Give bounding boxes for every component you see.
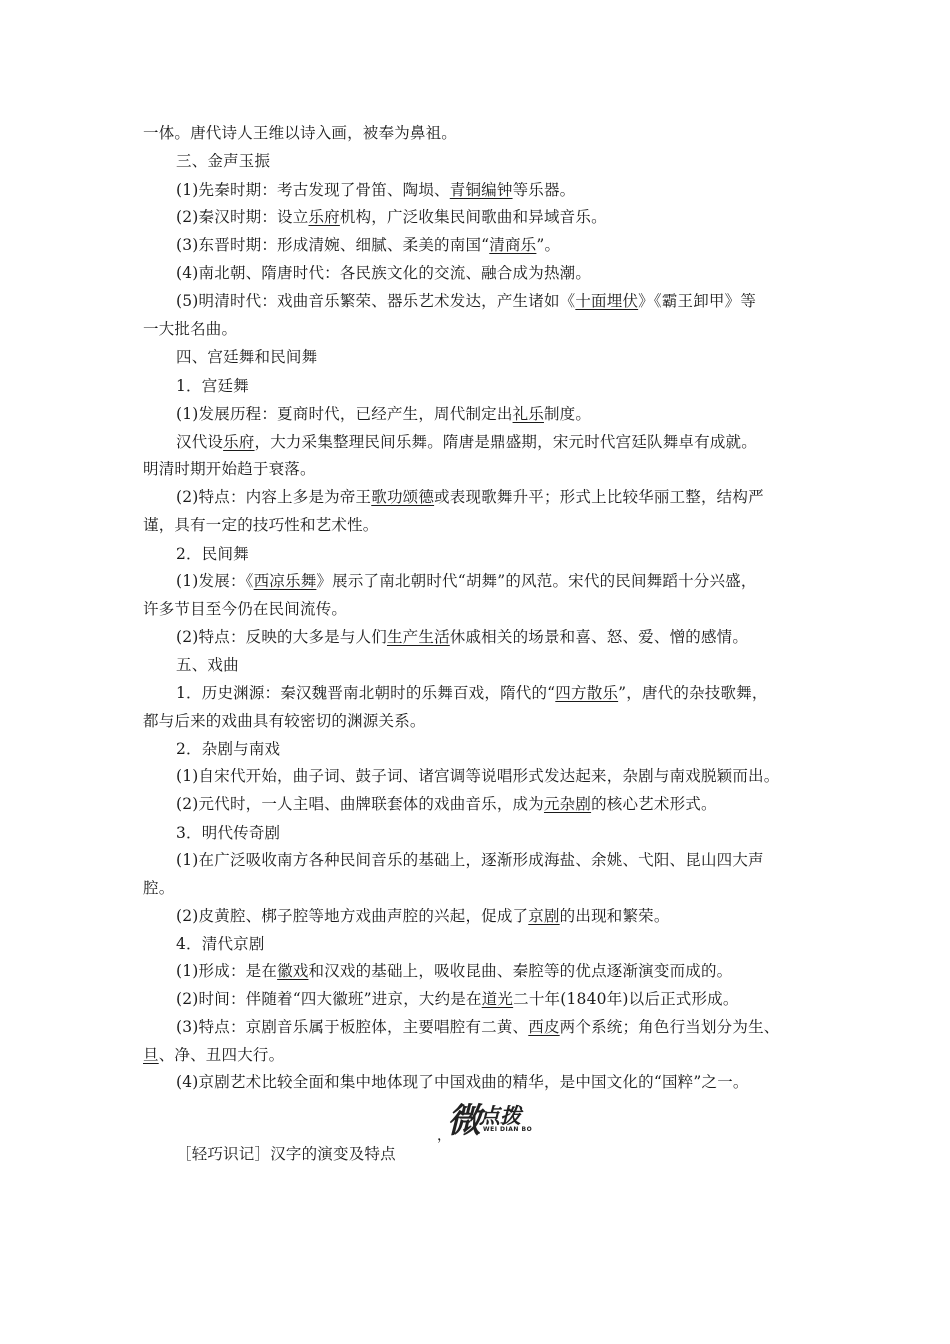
text-line <box>176 821 280 843</box>
text-segment: 机构，广泛收集民间歌曲和异域音乐。 <box>339 208 607 226</box>
underlined-term: 生产生活 <box>386 628 450 646</box>
text-line <box>176 1015 779 1037</box>
underlined-term: 旦 <box>143 1046 159 1064</box>
text-segment: ”，唐代的杂技歌舞， <box>618 684 768 702</box>
underlined-term: 西凉乐舞 <box>253 572 317 590</box>
text-segment: 汉代设 <box>176 433 224 451</box>
text-segment: 的核心艺术形式。 <box>591 795 717 813</box>
text-segment: (5)明清时代：戏曲音乐繁荣、器乐艺术发达，产生诸如《 <box>176 292 576 310</box>
text-segment: (2)特点：内容上多是为帝王 <box>176 488 372 506</box>
text-line <box>143 1043 284 1065</box>
text-segment: 一体。唐代诗人王维以诗入画，被奉为鼻祖。 <box>143 124 458 142</box>
text-segment: (2)特点：反映的大多是与人们 <box>176 628 387 646</box>
text-line <box>176 289 756 311</box>
text-segment: 都与后来的戏曲具有较密切的渊源关系。 <box>143 712 426 730</box>
text-line <box>176 261 591 283</box>
text-segment: 1．宫廷舞 <box>176 377 249 395</box>
text-line <box>176 542 249 564</box>
text-segment: 或表现歌舞升平；形式上比较华丽工整，结构严 <box>434 488 764 506</box>
underlined-term: 十面埋伏 <box>575 292 639 310</box>
text-segment: 、净、丑四大行。 <box>158 1046 285 1064</box>
text-segment: 腔。 <box>143 879 175 897</box>
text-segment: (4)南北朝、隋唐时代：各民族文化的交流、融合成为热潮。 <box>176 264 592 282</box>
text-line <box>176 932 265 954</box>
underlined-term: 四方散乐 <box>555 684 619 702</box>
text-segment: (1)发展历程：夏商时代，已经产生，周代制定出 <box>176 405 513 423</box>
text-segment: 3．明代传奇剧 <box>176 824 281 842</box>
text-line <box>143 121 457 143</box>
text-line <box>176 904 670 926</box>
text-segment: 2．杂剧与南戏 <box>176 740 281 758</box>
text-segment: 二十年(1840年)以后正式形成。 <box>513 990 739 1008</box>
text-segment: 谨，具有一定的技巧性和艺术性。 <box>143 516 379 534</box>
text-segment: (1)先秦时期：考古发现了骨笛、陶埙、 <box>176 181 450 199</box>
stray-comma: ， <box>437 1128 451 1144</box>
text-segment: 等乐器。 <box>512 181 576 199</box>
text-line <box>143 597 347 619</box>
text-line <box>176 233 560 255</box>
text-line <box>176 764 779 786</box>
text-segment: 三、金声玉振 <box>176 152 271 170</box>
text-segment: 4．清代京剧 <box>176 935 265 953</box>
text-line <box>176 959 732 981</box>
text-line <box>176 178 575 200</box>
text-segment: 五、戏曲 <box>176 656 239 674</box>
text-segment: (3)东晋时期：形成清婉、细腻、柔美的南国“ <box>176 236 490 254</box>
text-line <box>176 848 764 870</box>
text-line <box>176 374 249 396</box>
text-line <box>176 430 757 452</box>
text-segment: (1)形成：是在 <box>176 962 278 980</box>
text-segment: (2)时间：伴随着“四大徽班”进京，大约是在 <box>176 990 482 1008</box>
logo-small-chars: 点拨 <box>479 1103 521 1128</box>
text-segment: 的出现和繁荣。 <box>559 907 670 925</box>
text-segment: 一大批名曲。 <box>143 320 238 338</box>
underlined-term: 乐府 <box>308 208 340 226</box>
text-line <box>176 625 748 647</box>
text-segment: ”。 <box>536 236 561 254</box>
text-line <box>176 987 739 1009</box>
text-segment: 2．民间舞 <box>176 545 249 563</box>
text-segment: 四、宫廷舞和民间舞 <box>176 348 318 366</box>
text-line <box>143 457 316 479</box>
text-line <box>143 709 426 731</box>
text-segment: 明清时期开始趋于衰落。 <box>143 460 316 478</box>
text-line <box>143 513 379 535</box>
text-line <box>176 653 239 675</box>
text-segment: (3)特点：京剧音乐属于板腔体，主要唱腔有二黄、 <box>176 1018 529 1036</box>
text-segment: 制度。 <box>543 405 592 423</box>
text-line <box>176 792 717 814</box>
text-segment: (1)在广泛吸收南方各种民间音乐的基础上，逐渐形成海盐、余姚、弋阳、昆山四大声 <box>176 851 764 869</box>
underlined-term: 青铜编钟 <box>449 181 513 199</box>
text-line <box>176 205 607 227</box>
text-segment: 休戚相关的场景和喜、怒、爱、憎的感情。 <box>449 628 749 646</box>
text-line <box>176 569 757 591</box>
text-line <box>176 345 317 367</box>
logo-subtitle: WEI DIAN BO <box>483 1126 533 1133</box>
underlined-term: 礼乐 <box>512 405 544 423</box>
text-segment: (2)皮黄腔、梆子腔等地方戏曲声腔的兴起，促成了 <box>176 907 529 925</box>
underlined-term: 西皮 <box>528 1018 560 1036</box>
text-segment: (2)元代时，一人主唱、曲牌联套体的戏曲音乐，成为 <box>176 795 544 813</box>
logo-big-char: 微 <box>447 1101 479 1141</box>
underlined-term: 歌功颂德 <box>371 488 435 506</box>
text-line <box>176 149 270 171</box>
underlined-term: 道光 <box>481 990 514 1008</box>
underlined-term: 京剧 <box>528 907 560 925</box>
text-line <box>143 876 174 898</box>
text-line <box>176 485 764 507</box>
text-segment: (4)京剧艺术比较全面和集中地体现了中国戏曲的精华，是中国文化的“国粹”之一。 <box>176 1073 749 1091</box>
text-segment: ，大力采集整理民间乐舞。隋唐是鼎盛期，宋元时代宫廷队舞卓有成就。 <box>254 433 757 451</box>
text-segment: 1．历史渊源：秦汉魏晋南北朝时的乐舞百戏，隋代的“ <box>176 684 556 702</box>
text-line <box>176 402 591 424</box>
weidianbo-logo <box>447 1095 547 1139</box>
section-heading-hanzi: ［轻巧识记］汉字的演变及特点 <box>176 1145 396 1163</box>
text-segment: 和汉戏的基础上，吸收昆曲、秦腔等的优点逐渐演变而成的。 <box>308 962 733 980</box>
text-segment: 》《霸王卸甲》等 <box>638 292 757 310</box>
text-segment: 》展示了南北朝时代“胡舞”的风范。宋代的民间舞蹈十分兴盛， <box>316 572 757 590</box>
underlined-term: 清商乐 <box>489 236 537 254</box>
underlined-term: 徽戏 <box>277 962 309 980</box>
text-line <box>176 1070 749 1092</box>
text-line <box>176 737 280 759</box>
text-segment: 许多节目至今仍在民间流传。 <box>143 600 348 618</box>
text-segment: (1)自宋代开始，曲子词、鼓子词、诸宫调等说唱形式发达起来，杂剧与南戏脱颖而出。 <box>176 767 780 785</box>
text-segment: 两个系统；角色行当划分为生、 <box>559 1018 780 1036</box>
underlined-term: 乐府 <box>223 433 255 451</box>
text-line <box>143 317 237 339</box>
text-line <box>176 681 768 703</box>
underlined-term: 元杂剧 <box>543 795 592 813</box>
text-segment: (1)发展：《 <box>176 572 254 590</box>
text-segment: (2)秦汉时期：设立 <box>176 208 309 226</box>
